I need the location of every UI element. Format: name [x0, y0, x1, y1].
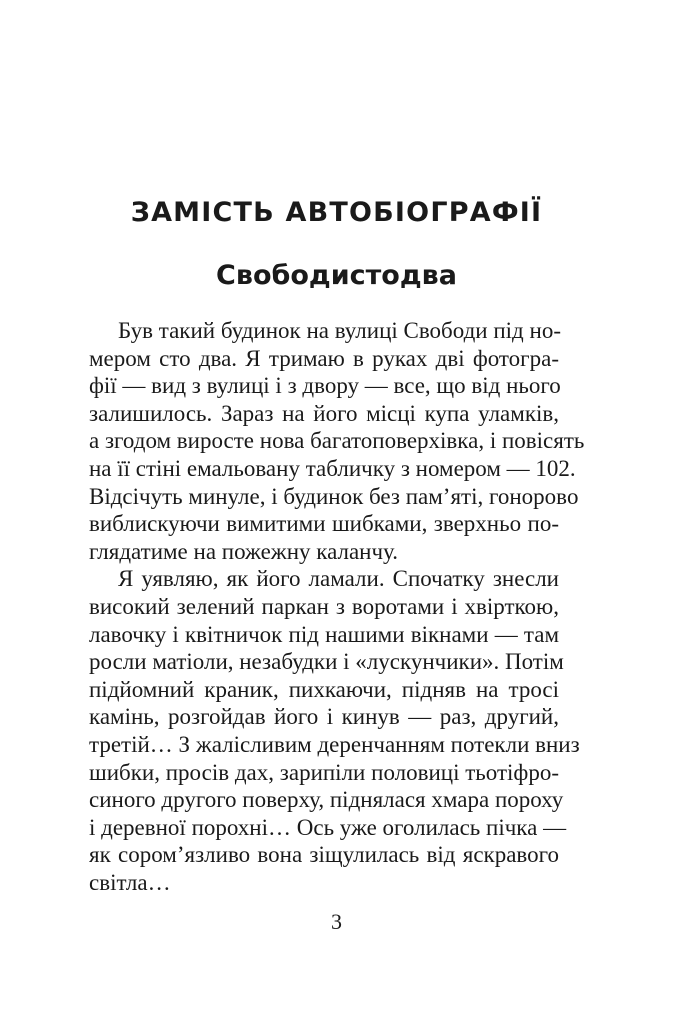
paragraph-1	[89, 317, 585, 565]
text-line: виблискуючи вимитими шибками, зверхньо по-	[89, 511, 559, 537]
text-line: світла…	[89, 869, 171, 895]
text-line: третій… З жалісливим деренчанням потекли вниз	[89, 731, 580, 757]
text-line: шибки, просів дах, зарипіли половиці тьотіфро-	[89, 759, 559, 785]
text-line: фії — вид з вулиці і з двору — все, що від нього	[89, 373, 561, 399]
text-line: залишилось. Зараз на його місці купа уламків,	[89, 400, 559, 426]
text-line: синого другого поверху, піднялася хмара пороху	[89, 787, 564, 813]
text-line: камінь, розгойдав його і кинув — раз, другий,	[89, 704, 559, 730]
paragraph-2	[89, 565, 580, 896]
text-line: високий зелений паркан з воротами і хвірткою,	[89, 593, 559, 619]
text-line: мером сто два. Я тримаю в руках дві фотогра-	[89, 345, 559, 371]
body-text	[89, 317, 585, 896]
text-line: і деревної порохні… Ось уже оголилась пічка —	[89, 814, 567, 840]
text-line: підйомний краник, пихкаючи, підняв на тросі	[89, 676, 559, 702]
text-line: на її стіні емальовану табличку з номером — 102.	[89, 455, 576, 481]
text-line: Був такий будинок на вулиці Свободи під но-	[118, 318, 561, 343]
text-line: а згодом виросте нова багатоповерхівка, і повісять	[89, 428, 585, 454]
section-title: ЗАМІСТЬ АВТОБІОГРАФІЇ	[130, 197, 543, 228]
text-line: глядатиме на пожежну каланчу.	[89, 538, 399, 564]
chapter-title: Свободистодва	[216, 260, 457, 291]
page-number: 3	[331, 909, 342, 934]
text-line: лавочку і квітничок під нашими вікнами — там	[89, 621, 559, 647]
text-line: росли матіоли, незабудки і «лускунчики». Потім	[89, 649, 564, 675]
text-line: Відсічуть минуле, і будинок без пам’яті, гоноровo	[89, 483, 579, 509]
text-line: як сором’язливо вона зіщулилась від яскравого	[89, 842, 559, 868]
text-line: Я уявляю, як його ламали. Спочатку знесли	[118, 566, 559, 592]
